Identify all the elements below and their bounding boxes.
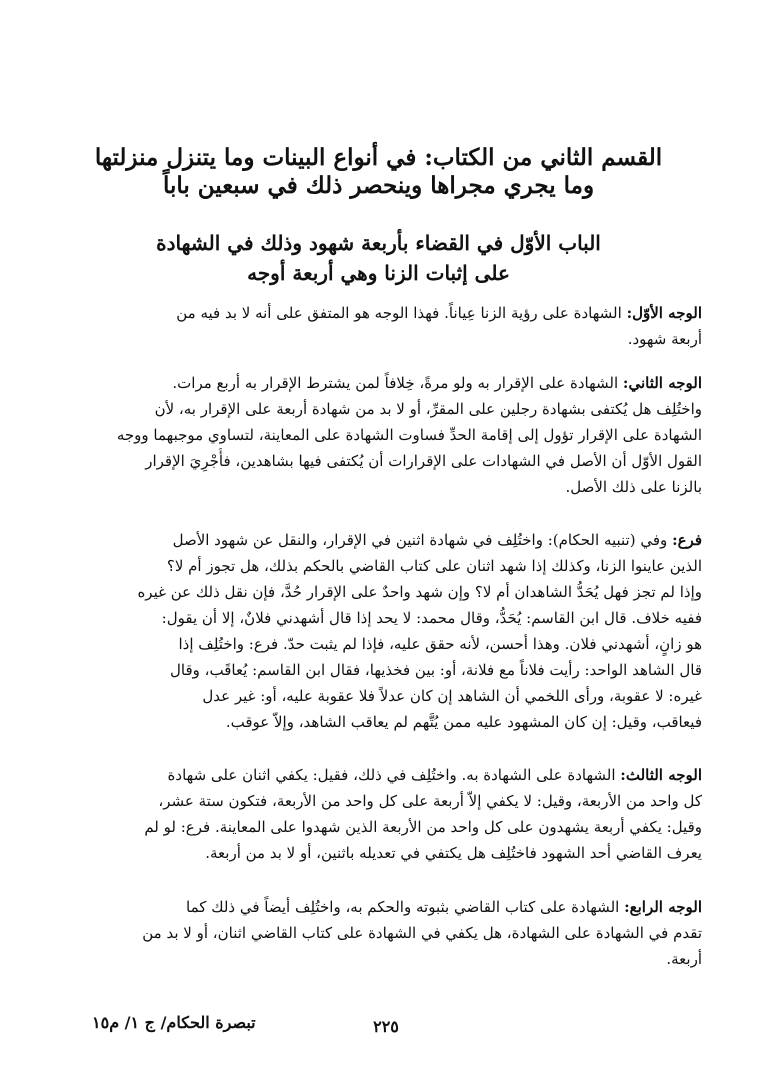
section-heading: [60, 144, 697, 200]
paragraph-line: [55, 370, 702, 396]
section-heading-line: القسم الثاني من الكتاب: في أنواع البينات وما يتنزل منزلتها: [94, 144, 663, 171]
paragraph-line: فيعاقب، وقيل: إن كان المشهود عليه ممن يُتَّهم لم يعاقب الشاهد، وإلاّ عوقب.: [225, 713, 702, 731]
paragraph-lead: فرع:: [672, 531, 702, 549]
paragraph-lead: الوجه الرابع:: [624, 898, 702, 916]
paragraph-lead: الوجه الأوّل:: [626, 304, 702, 322]
paragraph-line: الذين عاينوا الزنا، وكذلك إذا شهد اثنان على كتاب القاضي بالحكم بذلك، هل تجوز أم لا؟: [166, 557, 702, 575]
paragraph-third-aspect: [55, 762, 702, 866]
paragraph-line: غيره: لا عقوبة، ورأى اللخمي أن الشاهد إن كان عدلاً فلا عقوبة عليه، أو: غير عدل: [202, 687, 702, 705]
paragraph-line: وإذا لم تجز فهل يُحَدُّ الشاهدان أم لا؟ وإن شهد واحدٌ على الإقرار حُدَّ، فإن نقل ذلك عن غيره: [137, 583, 702, 601]
paragraph-line: يعرف القاضي أحد الشهود فاختُلِف هل يكتفي في تعديله باثنين، أو لا بد من أربعة.: [205, 844, 702, 862]
paragraph-line: [55, 894, 702, 920]
paragraph-line: أربعة شهود.: [627, 330, 702, 348]
paragraph-line: أربعة.: [666, 950, 702, 968]
paragraph-branch: [55, 527, 702, 735]
paragraph-lead: الوجه الثاني:: [622, 374, 702, 392]
paragraph-line: هو زانٍ، أشهدني فلان. وهذا أحسن، لأنه حقق عليه، فإذا لم يثبت حدّ. فرع: واختُلِف إذا: [178, 635, 702, 653]
section-heading-line: وما يجري مجراها وينحصر ذلك في سبعين باباً: [162, 172, 595, 199]
paragraph-line: كل واحد من الأربعة، وقيل: لا يكفي إلاّ أربعة على كل واحد من الأربعة، فتكون ستة عشر،: [158, 792, 702, 810]
paragraph-fourth-aspect: [55, 894, 702, 972]
paragraph-text: الشهادة على رؤية الزنا عِياناً. فهذا الوجه هو المتفق على أنه لا بد فيه من: [176, 304, 622, 322]
paragraph-first-aspect: [55, 300, 702, 352]
paragraph-second-aspect: [55, 370, 702, 500]
paragraph-line: ففيه خلاف. قال ابن القاسم: يُحَدُّ، وقال محمد: لا يحد إذا قال أشهدني فلانٌ، إلا أن يقول:: [161, 609, 702, 627]
paragraph-line: بالزنا على ذلك الأصل.: [565, 478, 702, 496]
chapter-heading-line: الباب الأوّل في القضاء بأربعة شهود وذلك في الشهادة: [156, 231, 601, 255]
paragraph-lead: الوجه الثالث:: [620, 766, 702, 784]
chapter-heading-line: على إثبات الزنا وهي أربعة أوجه: [247, 261, 510, 285]
paragraph-line: واختُلِف هل يُكتفى بشهادة رجلين على المقرِّ، أو لا بد من شهادة أربعة على الإقرار به، لأن: [154, 400, 702, 418]
paragraph-line: وقيل: يكفي أربعة يشهدون على كل واحد من الأربعة الذين شهدوا على المعاينة. فرع: لو لم: [144, 818, 702, 836]
paragraph-line: الشهادة على الإقرار تؤول إلى إقامة الحدِّ فساوت الشهادة على المعاينة، لتساوي موجبهما ووجه: [116, 426, 702, 444]
paragraph-line: القول الأوّل أن الأصل في الشهادات على الإقرارات أن يُكتفى فيها بشاهدين، فأُجْرِيَ الإقرار: [145, 452, 702, 470]
book-reference: تبصرة الحكام/ ج ١/ م١٥: [92, 1013, 256, 1032]
paragraph-line: [55, 527, 702, 553]
paragraph-line: تقدم في الشهادة على الشهادة، هل يكفي في الشهادة على كتاب القاضي اثنان، أو لا بد من: [142, 924, 702, 942]
paragraph-line: قال الشاهد الواحد: رأيت فلاناً مع فلانة، أو: بين فخذيها، فقال ابن القاسم: يُعاقَب، وقال: [169, 661, 702, 679]
paragraph-text: الشهادة على الشهادة به. واختُلِف في ذلك، فقيل: يكفي اثنان على شهادة: [167, 766, 616, 784]
paragraph-line: [55, 300, 702, 326]
page-number: ٢٢٥: [373, 1017, 399, 1036]
chapter-heading: [60, 231, 697, 291]
paragraph-text: وفي (تنبيه الحكام): واختُلِف في شهادة اثنين في الإقرار، والنقل عن شهود الأصل: [172, 531, 668, 549]
paragraph-text: الشهادة على كتاب القاضي بثبوته والحكم به، واختُلِف أيضاً في ذلك كما: [186, 898, 620, 916]
paragraph-line: [55, 762, 702, 788]
paragraph-text: الشهادة على الإقرار به ولو مرةً، خِلافاً لمن يشترط الإقرار به أربع مرات.: [172, 374, 619, 392]
